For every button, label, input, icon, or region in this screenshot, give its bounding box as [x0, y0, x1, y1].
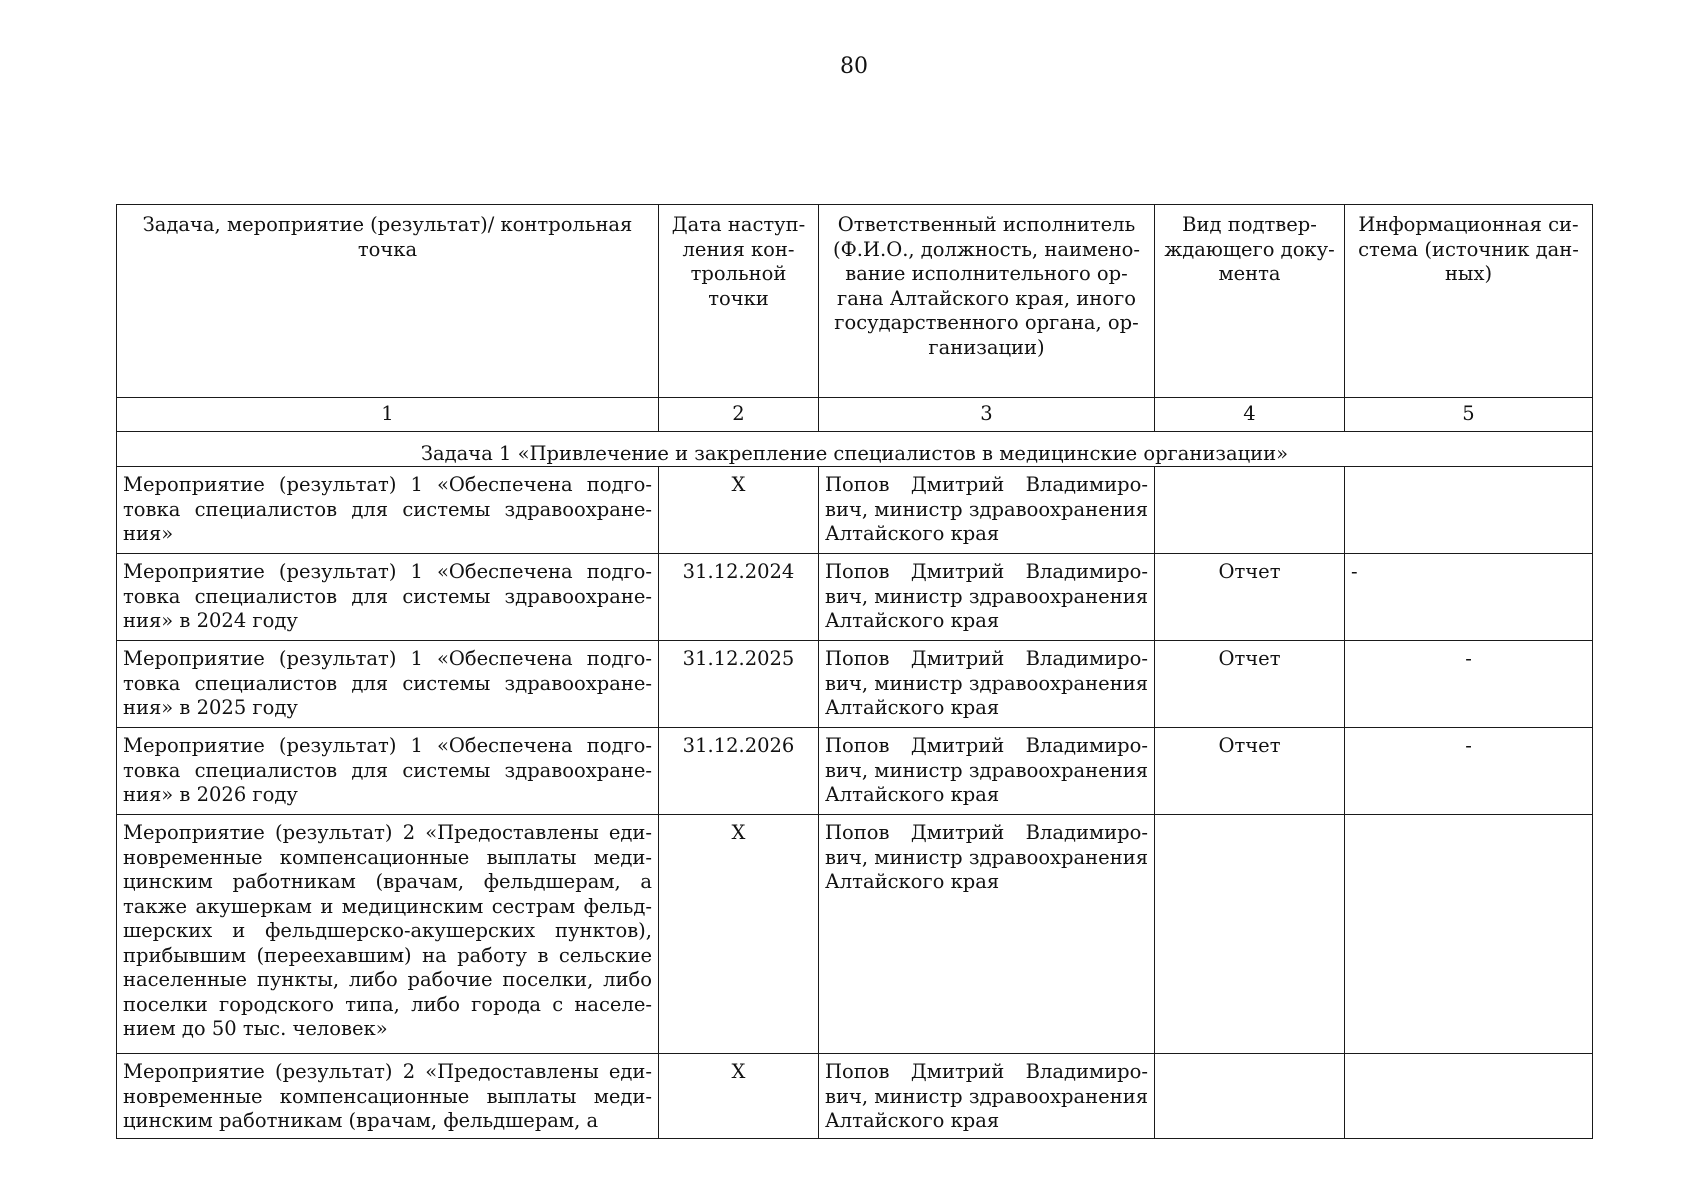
activity-cell: Мероприятие (результат) 2 «Предоставлены еди-новременные компенсационные выплаты меди-цинским работникам (врачам, фельдшерам, а также акушеркам и медицинским сестрам фельд-шерских и фельдшерско-акушерских пунктов), прибывшим (переехавшим) на работу в сельские населенные пункты, либо рабочие поселки, либо поселки городского типа, либо города с населе-нием до 50 тыс. человек»	[117, 815, 659, 1054]
column-number: 5	[1345, 398, 1593, 432]
activity-text: Мероприятие (результат) 2 «Предоставлены еди-новременные компенсационные выплаты меди-цинским работникам (врачам, фельдшерам, а	[123, 1060, 652, 1132]
activity-cell	[117, 1054, 659, 1139]
source-cell	[1345, 815, 1593, 1054]
control-points-table	[116, 204, 1593, 1139]
header-document: Вид подтвер-ждающего доку-мента	[1155, 205, 1345, 398]
header-source: Информационная си-стема (источник дан-ных)	[1345, 205, 1593, 398]
table-row	[117, 728, 1593, 815]
column-number: 3	[819, 398, 1155, 432]
column-number-row	[117, 398, 1593, 432]
date-cell: Х	[659, 467, 819, 554]
document-cell	[1155, 815, 1345, 1054]
activity-cell: Мероприятие (результат) 1 «Обеспечена подго-товка специалистов для системы здравоохране-ния» в 2025 году	[117, 641, 659, 728]
activity-cell: Мероприятие (результат) 1 «Обеспечена подго-товка специалистов для системы здравоохране-ния» в 2026 году	[117, 728, 659, 815]
executor-cell: Попов Дмитрий Владимиро-вич, министр здравоохранения Алтайского края	[819, 641, 1155, 728]
document-cell	[1155, 1054, 1345, 1139]
table-row	[117, 1054, 1593, 1139]
date-cell: Х	[659, 1054, 819, 1139]
date-cell: Х	[659, 815, 819, 1054]
table-row	[117, 641, 1593, 728]
column-number: 4	[1155, 398, 1345, 432]
table-row	[117, 815, 1593, 1054]
date-cell: 31.12.2026	[659, 728, 819, 815]
task-title: Задача 1 «Привлечение и закрепление специалистов в медицинские организации»	[117, 432, 1593, 467]
date-cell: 31.12.2025	[659, 641, 819, 728]
source-cell: -	[1345, 554, 1593, 641]
column-number: 2	[659, 398, 819, 432]
page-number: 80	[840, 54, 868, 79]
source-cell: -	[1345, 728, 1593, 815]
header-executor: Ответственный исполнитель (Ф.И.О., должность, наимено-вание исполнительного ор-гана Алтайского края, иного государственного органа, ор-ганизации)	[819, 205, 1155, 398]
table-row	[117, 554, 1593, 641]
column-number: 1	[117, 398, 659, 432]
activity-cell: Мероприятие (результат) 1 «Обеспечена подго-товка специалистов для системы здравоохране-ния»	[117, 467, 659, 554]
table-header-row	[117, 205, 1593, 398]
source-cell	[1345, 467, 1593, 554]
source-cell: -	[1345, 641, 1593, 728]
table-row	[117, 467, 1593, 554]
activity-cell: Мероприятие (результат) 1 «Обеспечена подго-товка специалистов для системы здравоохране-ния» в 2024 году	[117, 554, 659, 641]
executor-cell: Попов Дмитрий Владимиро-вич, министр здравоохранения Алтайского края	[819, 554, 1155, 641]
executor-cell: Попов Дмитрий Владимиро-вич, министр здравоохранения Алтайского края	[819, 1054, 1155, 1139]
document-cell	[1155, 467, 1345, 554]
executor-cell: Попов Дмитрий Владимиро-вич, министр здравоохранения Алтайского края	[819, 728, 1155, 815]
document-cell: Отчет	[1155, 641, 1345, 728]
executor-cell: Попов Дмитрий Владимиро-вич, министр здравоохранения Алтайского края	[819, 467, 1155, 554]
source-cell	[1345, 1054, 1593, 1139]
document-cell: Отчет	[1155, 554, 1345, 641]
executor-cell: Попов Дмитрий Владимиро-вич, министр здравоохранения Алтайского края	[819, 815, 1155, 1054]
document-cell: Отчет	[1155, 728, 1345, 815]
header-date: Дата наступ-ления кон-трольной точки	[659, 205, 819, 398]
header-activity: Задача, мероприятие (результат)/ контрольная точка	[117, 205, 659, 398]
task-row	[117, 432, 1593, 467]
date-cell: 31.12.2024	[659, 554, 819, 641]
